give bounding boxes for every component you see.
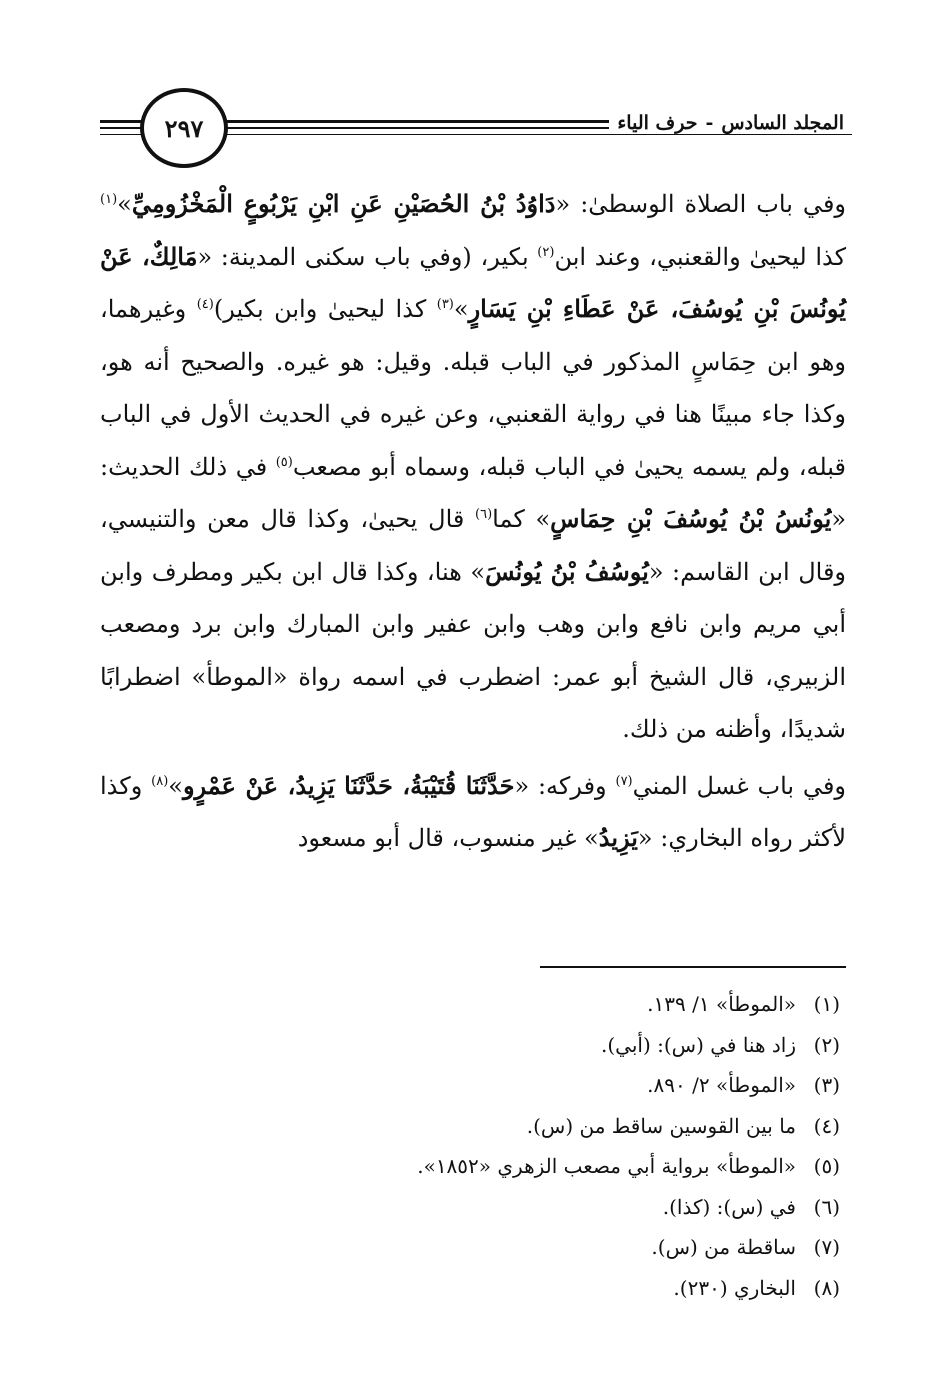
footnote-number: (٧) [813,1235,840,1259]
text-run: في ذلك الحديث: « [100,452,846,533]
footnote-ref[interactable]: (٥) [275,454,293,470]
footnote-ref[interactable]: (٧) [615,773,633,789]
isnad-text: يُونُسُ بْنُ يُوسُفَ بْنِ حِمَاسٍ [550,504,832,533]
paragraph [100,178,846,756]
text-run: وفي باب الصلاة الوسطىٰ: « [555,190,847,218]
footnote-item [100,1146,840,1187]
footnote-item [100,1065,840,1106]
footnote-number: (١) [813,992,840,1016]
footnote-number: (٢) [813,1032,840,1057]
page-number-badge [140,88,228,168]
section-label: حرف الياء [617,112,698,134]
main-text [100,178,846,865]
footnote-item [100,1106,840,1147]
text-run: قال يحيىٰ، وكذا قال معن والتنيسي، وقال ابن القاسم: « [100,505,847,586]
footnote-item [100,1268,840,1309]
footnote-text: ما بين القوسين ساقط من (س). [526,1113,796,1138]
text-run: » غير منسوب، قال أبو مسعود [297,824,599,852]
footnote-ref[interactable]: (١) [100,192,118,207]
footnote-item [100,1227,840,1268]
footnote-text: في (س): (كذا). [662,1194,796,1219]
isnad-text: يَزِيدُ [598,823,638,852]
footnote-number: (٨) [813,1275,840,1300]
footnote-ref[interactable]: (٤) [196,297,214,312]
page-number: ٢٩٧ [164,113,204,143]
footnote-ref[interactable]: (٦) [475,507,493,522]
text-run: وكذا لأكثر رواه البخاري: « [100,771,846,852]
footnotes-list [100,984,840,1308]
footnote-item [100,1025,840,1066]
footnote-number: (٦) [813,1194,840,1219]
text-run: وفركه: « [514,771,616,800]
running-header [100,96,852,168]
text-run: » [117,190,132,218]
isnad-text: مَالِكٌ، عَنْ يُونُسَ بْنِ يُوسُفَ، عَنْ عَطَاءِ بْنِ يَسَارٍ [100,241,847,323]
footnote-item [100,1187,840,1228]
footnote-text: ساقطة من (س). [651,1235,796,1259]
footnote-text: البخاري (٢٣٠). [673,1275,796,1300]
footnote-text: «الموطأ» برواية أبي مصعب الزهري «١٨٥٢». [417,1154,796,1178]
footnote-separator [540,966,846,968]
footnote-number: (٤) [813,1113,840,1138]
text-run: » هنا، وكذا قال ابن بكير ومطرف وابن أبي مريم وابن نافع وابن وهب وابن عفير وابن المبارك وابن برد ومصعب الزبيري، قال الشيخ أبو عمر: اضطرب في اسمه رواة «الموطأ» اضطرابًا شديدًا، وأظنه من ذلك. [100,557,846,743]
isnad-text: دَاوُدُ بْنُ الحُصَيْنِ عَنِ ابْنِ يَرْبُوعٍ الْمَخْزُومِيِّ [131,189,556,218]
isnad-text: حَدَّثَنَا قُتَيْبَةُ، حَدَّثَنَا يَزِيدُ، عَنْ عَمْرٍو [182,770,515,800]
text-run: وغيرهما، وهو ابن حِمَاسٍ المذكور في الباب قبله. وقيل: هو غيره. والصحيح أنه هو، وكذا جاء مبينًا هنا في رواية القعنبي، وعن غيره في الحديث الأول في الباب قبله، ولم يسمه يحيىٰ في الباب قبله، وسماه أبو مصعب [100,295,846,481]
text-run: » [453,295,469,323]
footnote-number: (٥) [813,1154,840,1178]
text-run: بكير، (وفي باب سكنى المدينة: « [197,242,538,271]
footnote-text: زاد هنا في (س): (أبي). [601,1032,796,1057]
footnote-text: «الموطأ» ٢/ ٨٩٠. [647,1073,796,1097]
footnote-text: «الموطأ» ١/ ١٣٩. [647,992,796,1016]
text-run: » كما [492,505,551,533]
paragraph [100,760,846,865]
footnote-number: (٣) [813,1073,840,1097]
header-title [609,112,852,134]
text-run: وفي باب غسل المني [632,771,847,800]
volume-label: المجلد السادس [721,112,844,134]
header-separator: - [705,112,714,134]
footnote-item [100,984,840,1025]
footnote-ref[interactable]: (٣) [436,297,454,312]
text-run: » [168,771,183,800]
footnote-ref[interactable]: (٨) [151,773,169,789]
isnad-text: يُوسُفُ بْنُ يُونُسَ [485,556,649,586]
footnote-ref[interactable]: (٢) [537,244,555,260]
text-run: كذا ليحيىٰ والقعنبي، وعند ابن [554,242,847,271]
text-run: كذا ليحيىٰ وابن بكير) [213,295,437,323]
